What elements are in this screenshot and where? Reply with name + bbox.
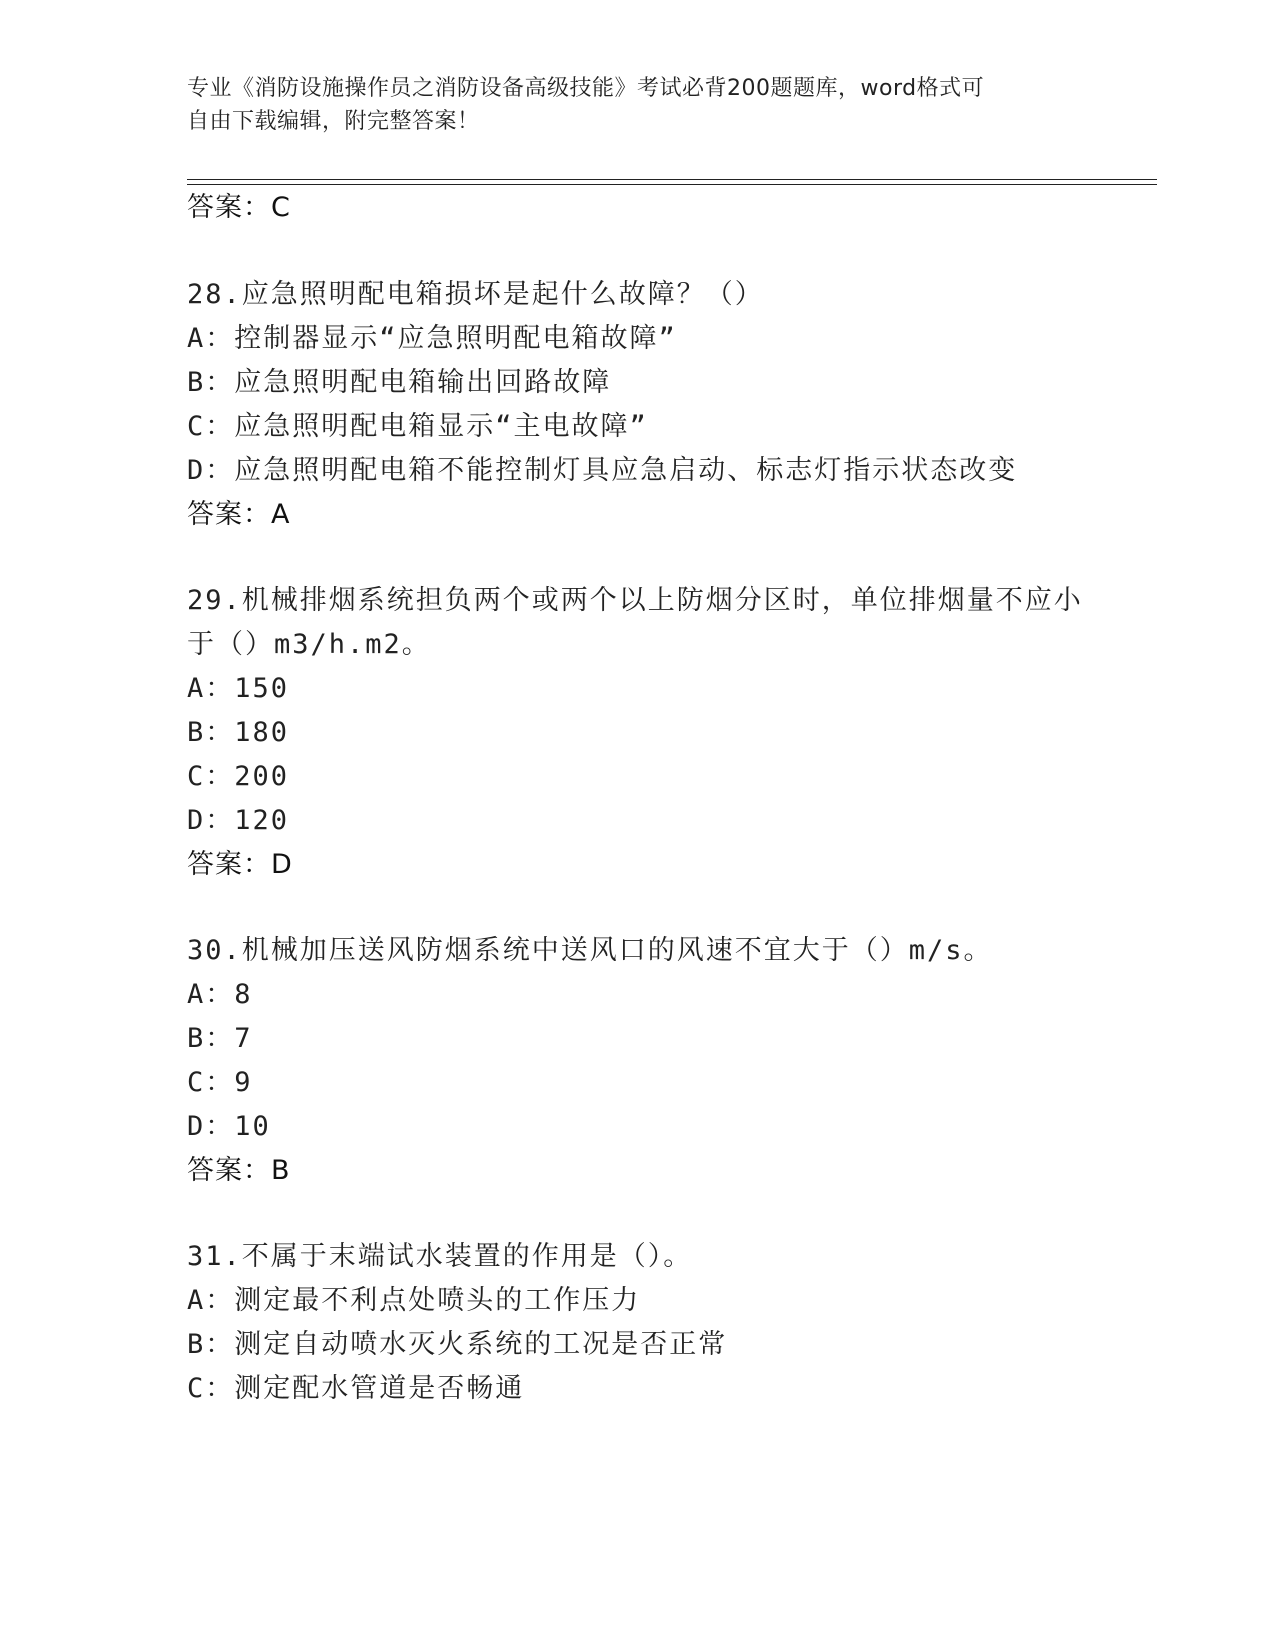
question-29-answer: 答案：D <box>187 849 293 880</box>
question-31-option-b: B：测定自动喷水灭火系统的工况是否正常 <box>187 1329 728 1360</box>
question-30-option-d: D：10 <box>187 1111 271 1142</box>
question-30-answer: 答案：B <box>187 1155 291 1186</box>
question-29-option-a: A：150 <box>187 673 290 704</box>
question-28-option-b: B：应急照明配电箱输出回路故障 <box>187 367 612 398</box>
question-28-option-d: D：应急照明配电箱不能控制灯具应急启动、标志灯指示状态改变 <box>187 455 1018 486</box>
question-29-option-d: D：120 <box>187 805 290 836</box>
header-line-2: 自由下载编辑，附完整答案！ <box>187 109 480 134</box>
question-30-option-a: A：8 <box>187 979 253 1010</box>
previous-answer: 答案：C <box>187 192 291 223</box>
question-30-stem: 30.机械加压送风防烟系统中送风口的风速不宜大于（）m/s。 <box>187 935 993 966</box>
header-divider-top <box>187 179 1157 180</box>
question-28-option-a: A：控制器显示“应急照明配电箱故障” <box>187 323 677 354</box>
question-28-stem: 28.应急照明配电箱损坏是起什么故障？（） <box>187 279 764 310</box>
question-28-answer: 答案：A <box>187 499 291 530</box>
question-31-stem: 31.不属于末端试水装置的作用是（）。 <box>187 1241 693 1272</box>
question-29-stem-line-1: 29.机械排烟系统担负两个或两个以上防烟分区时，单位排烟量不应小 <box>187 585 1083 616</box>
question-31-option-c: C：测定配水管道是否畅通 <box>187 1373 525 1404</box>
header-line-1: 专业《消防设施操作员之消防设备高级技能》考试必背200题题库，word格式可 <box>187 76 985 101</box>
question-29-option-c: C：200 <box>187 761 290 792</box>
question-30-option-b: B：7 <box>187 1023 253 1054</box>
question-31-option-a: A：测定最不利点处喷头的工作压力 <box>187 1285 641 1316</box>
question-29-option-b: B：180 <box>187 717 290 748</box>
document-header <box>187 72 1087 138</box>
header-divider-bottom <box>187 184 1157 185</box>
question-28-option-c: C：应急照明配电箱显示“主电故障” <box>187 411 648 442</box>
question-30-option-c: C：9 <box>187 1067 253 1098</box>
question-29-stem-line-2: 于（）m3/h.m2。 <box>187 629 431 660</box>
